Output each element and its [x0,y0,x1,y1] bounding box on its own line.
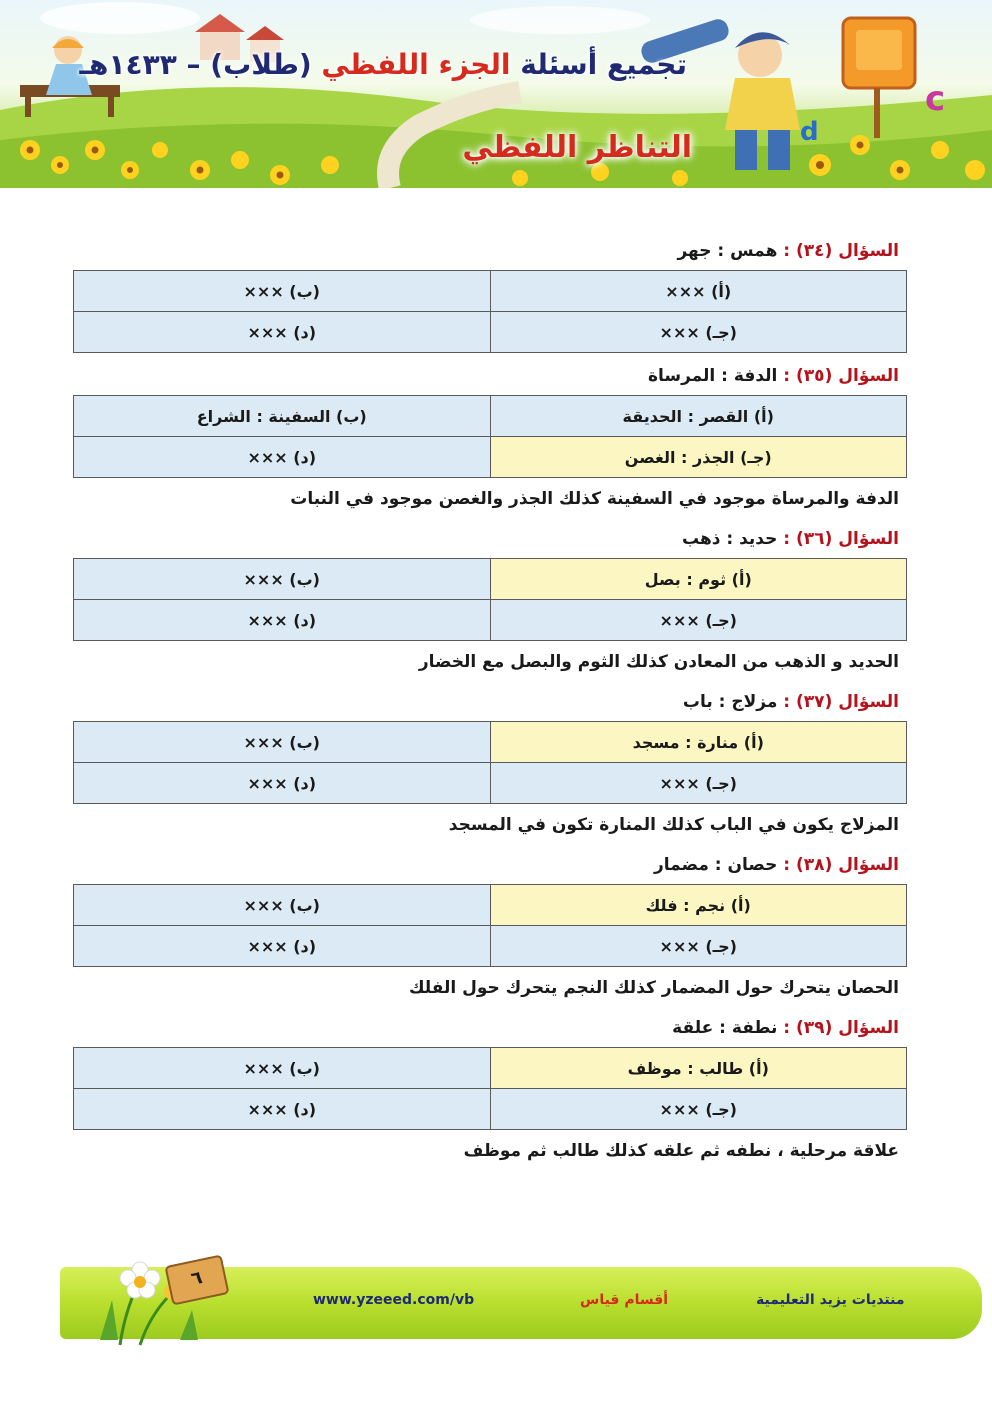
forum-name: منتديات يزيد التعليمية [756,1292,905,1308]
option-d[interactable]: (د) ××× [74,926,491,967]
option-c[interactable]: (جـ) ××× [490,312,907,353]
question-title: السؤال (٣٥) : الدفة : المرساة [647,366,899,386]
question-title: السؤال (٣٤) : همس : جهر [677,241,899,261]
options-table [73,270,907,353]
option-c[interactable]: (جـ) ××× [490,926,907,967]
option-d[interactable]: (د) ××× [74,312,491,353]
option-c[interactable]: (جـ) ××× [490,763,907,804]
option-a-correct[interactable]: (أ) ثوم : بصل [490,559,907,600]
question-title: السؤال (٣٦) : حديد : ذهب [681,529,899,549]
option-d[interactable]: (د) ××× [74,600,491,641]
question-title: السؤال (٣٧) : مزلاج : باب [682,692,899,712]
option-b[interactable]: (ب) ××× [74,722,491,763]
option-a-correct[interactable]: (أ) طالب : موظف [490,1048,907,1089]
option-d[interactable]: (د) ××× [74,763,491,804]
header-banner [0,0,992,188]
option-b[interactable]: (ب) السفينة : الشراع [74,396,491,437]
option-d[interactable]: (د) ××× [74,1089,491,1130]
answer-explanation: المزلاج يكون في الباب كذلك المنارة تكون في المسجد [448,815,899,835]
answer-explanation: الحصان يتحرك حول المضمار كذلك النجم يتحرك حول الفلك [408,978,899,998]
option-d[interactable]: (د) ××× [74,437,491,478]
option-a-correct[interactable]: (أ) منارة : مسجد [490,722,907,763]
answer-explanation: الدفة والمرساة موجود في السفينة كذلك الجذر والغصن موجود في النبات [290,489,899,509]
options-table [73,721,907,804]
section-label: أقسام قياس [580,1292,669,1308]
option-c[interactable]: (جـ) ××× [490,600,907,641]
svg-text:d: d [800,117,819,147]
options-table [73,884,907,967]
option-b[interactable]: (ب) ××× [74,559,491,600]
option-b[interactable]: (ب) ××× [74,885,491,926]
footer [0,1240,992,1360]
question-title: السؤال (٣٩) : نطفة : علقة [672,1018,899,1038]
question-title: السؤال (٣٨) : حصان : مضمار [654,855,899,875]
options-table [73,558,907,641]
page-subtitle: التناظر اللفظي [462,130,692,165]
option-a[interactable]: (أ) القصر : الحديقة [490,396,907,437]
questions-container [73,232,907,1172]
answer-explanation: الحديد و الذهب من المعادن كذلك الثوم والبصل مع الخضار [418,652,899,672]
page-title: تجميع أسئلة الجزء اللفظي (طلاب) – ١٤٣٣هـ [79,48,687,81]
answer-explanation: علاقة مرحلية ، نطفه ثم علقه كذلك طالب ثم موظف [463,1141,899,1161]
option-b[interactable]: (ب) ××× [74,271,491,312]
page-number-badge: ٦ [164,1254,229,1305]
option-a-correct[interactable]: (أ) نجم : فلك [490,885,907,926]
website-link[interactable]: www.yzeeed.com/vb [313,1292,475,1308]
svg-text:c: c [925,79,946,119]
option-b[interactable]: (ب) ××× [74,1048,491,1089]
option-a[interactable]: (أ) ××× [490,271,907,312]
option-c-correct[interactable]: (جـ) الجذر : الغصن [490,437,907,478]
options-table [73,1047,907,1130]
option-c[interactable]: (جـ) ××× [490,1089,907,1130]
options-table [73,395,907,478]
